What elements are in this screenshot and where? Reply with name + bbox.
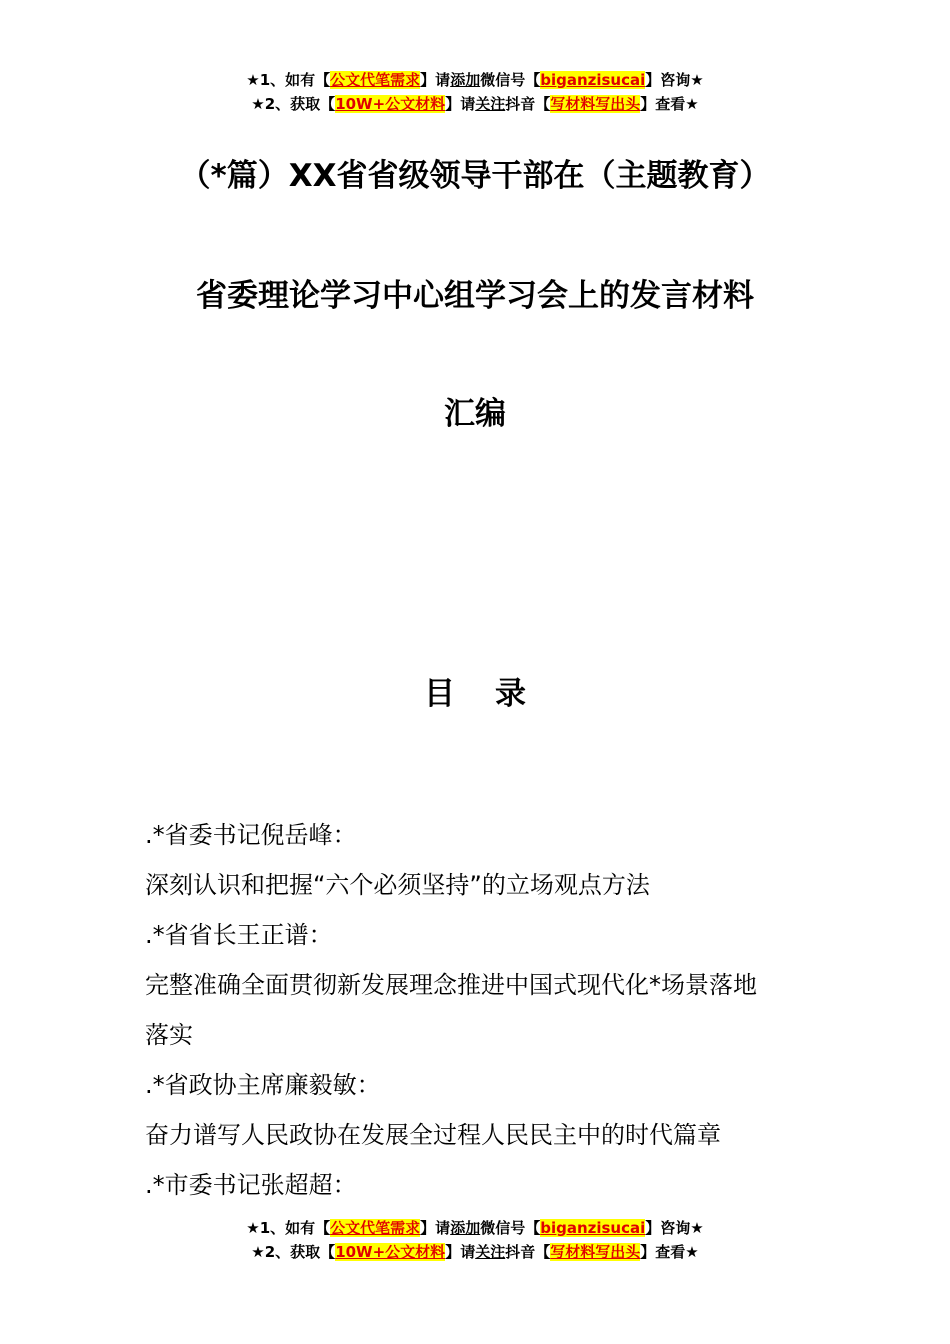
banner-text: 抖音【: [505, 95, 551, 113]
toc-entry-title: 完整准确全面贯彻新发展理念推进中国式现代化*场景落地: [145, 971, 757, 999]
banner-line-2: [0, 92, 950, 116]
banner-text: 】咨询★: [645, 71, 704, 89]
banner-text: 微信号【: [480, 71, 541, 89]
banner-text: 】请: [445, 1243, 476, 1261]
banner-line-1: [0, 68, 950, 92]
document-title-line-1: （*篇）XX省省级领导干部在（主题教育）: [179, 158, 771, 194]
banner-text: 】查看★: [640, 1243, 699, 1261]
toc-entry-author: .*市委书记张超超：: [145, 1171, 357, 1199]
banner-highlight-douyin-id: 写材料写出头: [550, 95, 641, 113]
banner-line-1: [0, 1216, 950, 1240]
toc-entry-title-continued: 落实: [145, 1021, 193, 1049]
banner-emphasis: 关注: [475, 95, 506, 113]
banner-highlight-materials: 10W+公文材料: [335, 1243, 446, 1261]
banner-highlight-douyin-id: 写材料写出头: [550, 1243, 641, 1261]
toc-entry-author: .*省政协主席廉毅敏：: [145, 1071, 381, 1099]
banner-highlight-wechat-id: biganzisucai: [540, 71, 646, 89]
banner-text: 微信号【: [480, 1219, 541, 1237]
banner-text: ★2、获取【: [251, 95, 336, 113]
header-banner: [0, 68, 950, 116]
toc-entry-author: .*省委书记倪岳峰：: [145, 821, 357, 849]
banner-highlight-service: 公文代笔需求: [330, 71, 421, 89]
banner-emphasis: 添加: [450, 1219, 481, 1237]
toc-entry-title: 深刻认识和把握“六个必须坚持”的立场观点方法: [145, 871, 650, 899]
banner-text: 】请: [420, 1219, 451, 1237]
banner-text: 】查看★: [640, 95, 699, 113]
toc-entry-title: 奋力谱写人民政协在发展全过程人民民主中的时代篇章: [145, 1121, 721, 1149]
document-title-line-2: 省委理论学习中心组学习会上的发言材料: [196, 278, 754, 314]
banner-text: 】请: [420, 71, 451, 89]
banner-emphasis: 关注: [475, 1243, 506, 1261]
banner-highlight-service: 公文代笔需求: [330, 1219, 421, 1237]
table-of-contents: [145, 810, 815, 1210]
banner-text: 】请: [445, 95, 476, 113]
banner-text: ★1、如有【: [246, 71, 331, 89]
banner-text: ★1、如有【: [246, 1219, 331, 1237]
document-title-line-3: 汇编: [444, 396, 506, 432]
banner-highlight-wechat-id: biganzisucai: [540, 1219, 646, 1237]
banner-text: 抖音【: [505, 1243, 551, 1261]
banner-text: 】咨询★: [645, 1219, 704, 1237]
banner-highlight-materials: 10W+公文材料: [335, 95, 446, 113]
footer-banner: [0, 1216, 950, 1264]
banner-emphasis: 添加: [450, 71, 481, 89]
banner-text: ★2、获取【: [251, 1243, 336, 1261]
toc-entry-author: .*省省长王正谱：: [145, 921, 333, 949]
toc-heading: 目录: [424, 676, 566, 712]
banner-line-2: [0, 1240, 950, 1264]
